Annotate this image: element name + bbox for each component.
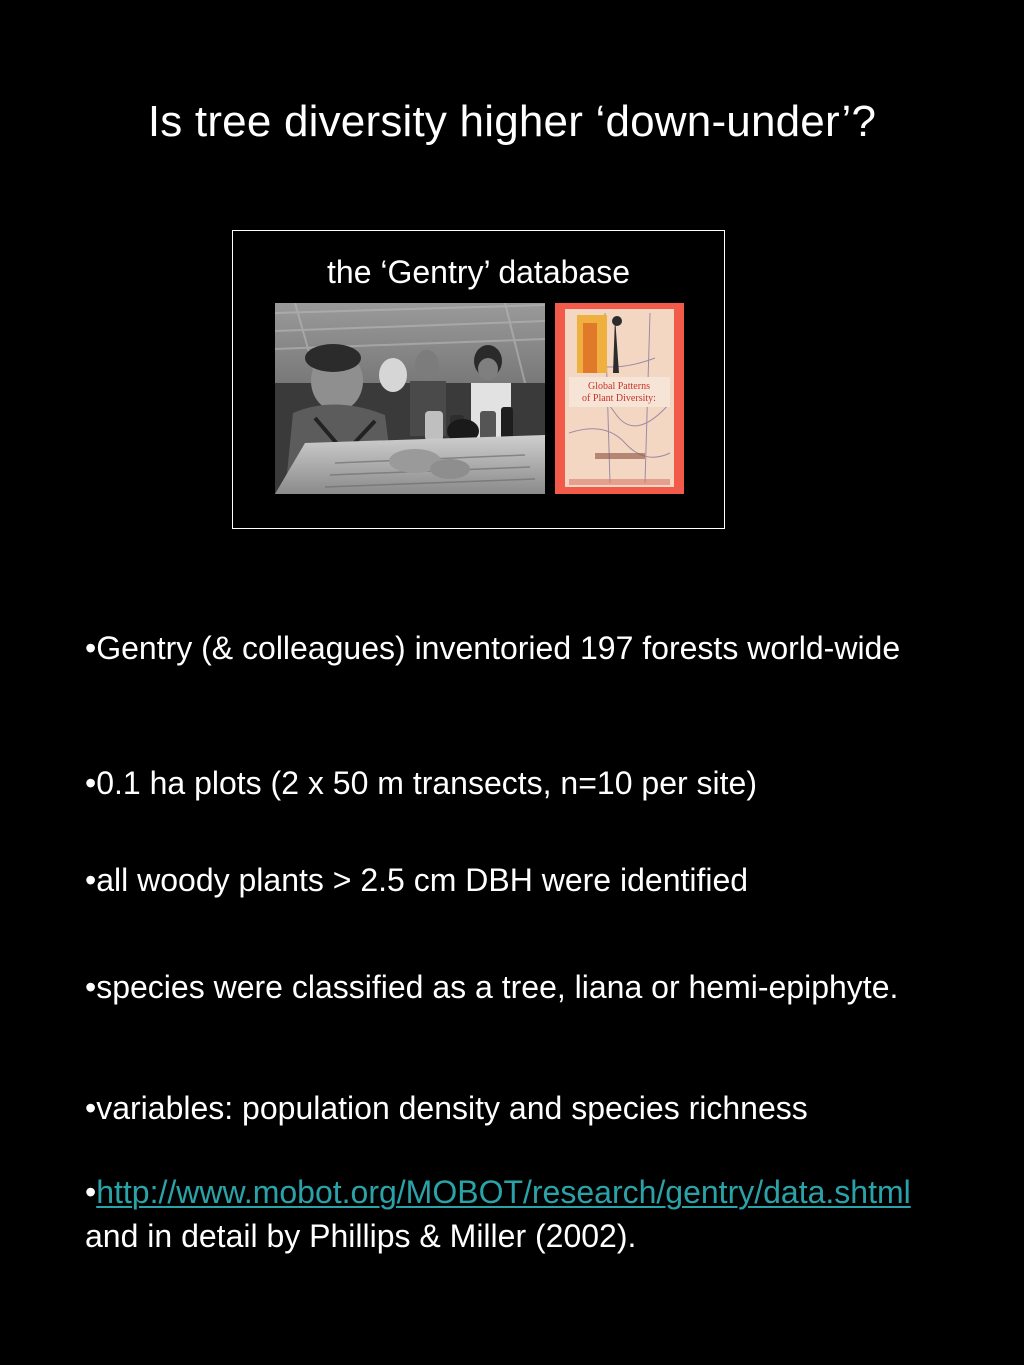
- book-cover-image: [555, 303, 684, 494]
- bullet-marker: •: [85, 1090, 97, 1126]
- book-title-line2: of Plant Diversity:: [582, 393, 656, 404]
- bullet-marker: •: [85, 765, 97, 801]
- figure-caption: the ‘Gentry’ database: [327, 254, 630, 290]
- bullet-item: [85, 626, 955, 670]
- bullet-item: [85, 965, 955, 1009]
- book-title-line1: Global Patterns: [588, 381, 650, 392]
- bullet-text: variables: population density and species richness: [96, 1090, 808, 1126]
- figure-box: [232, 230, 725, 529]
- bullet-item: [85, 858, 955, 902]
- bullet-text: species were classified as a tree, liana or hemi-epiphyte.: [96, 969, 899, 1005]
- bullet-item: [85, 1170, 955, 1258]
- gentry-data-link[interactable]: http://www.mobot.org/MOBOT/research/gentry/data.shtml: [96, 1174, 911, 1210]
- bullet-text: 0.1 ha plots (2 x 50 m transects, n=10 per site): [96, 765, 757, 801]
- bullet-item: [85, 1086, 955, 1130]
- bullet-text: all woody plants > 2.5 cm DBH were identified: [96, 862, 749, 898]
- book-cover: [555, 303, 684, 494]
- bullet-marker: •: [85, 1174, 97, 1210]
- researchers-photo-image: [275, 303, 545, 494]
- slide-title: Is tree diversity higher ‘down-under’?: [147, 97, 877, 146]
- bullet-marker: •: [85, 862, 97, 898]
- bullet-text: and in detail by Phillips & Miller (2002).: [85, 1218, 637, 1254]
- bullet-marker: •: [85, 630, 97, 666]
- bullet-text: Gentry (& colleagues) inventoried 197 forests world-wide: [96, 630, 901, 666]
- bullet-marker: •: [85, 969, 97, 1005]
- bullet-item: [85, 761, 955, 805]
- researchers-photo: [275, 303, 545, 494]
